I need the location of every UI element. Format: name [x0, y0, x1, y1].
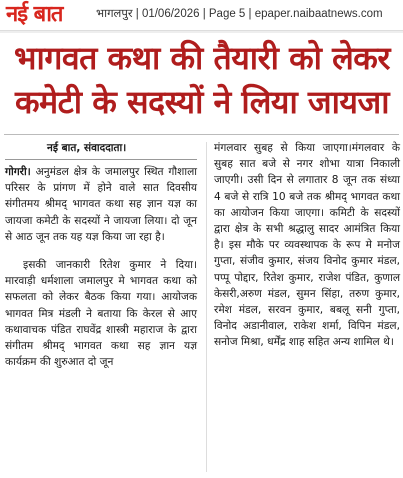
dateline-place: गोगरी।: [5, 166, 31, 178]
article-headline: [4, 36, 400, 124]
paragraph-1-text: अनुमंडल क्षेत्र के जमालपुर स्थित गौशाला परिसर के प्रांगण में होने वाले सात दिवसीय संगीतमय श्रीमद् भागवत कथा सह ज्ञान यज्ञ का जायजा कमेटी के सदस्यों ने जायजा लिया। दो जून से आठ जून तक यह यज्ञ किया जा रहा है।: [5, 166, 198, 243]
edition-dateline: भागलपुर | 01/06/2026 | Page 5 | epaper.naibaatnews.com: [96, 8, 383, 20]
article-paragraph-2: इसकी जानकारी रितेश कुमार ने दिया। मारवाड़ी धर्मशाला जमालपुर मे भागवत कथा को सफलता को लेकर बैठक किया गया। आयोजक भागवत मित्र मंडली ने बताया कि केरल से आए कथावाचक पंडित राघवेंद्र शास्त्री महाराज के द्वारा संगीतम श्रीमद् भागवत कथा सह ज्ञान यज्ञ कार्यक्रम की शुरुआत दो जून: [5, 259, 197, 369]
headline-line-1: भागवत कथा की तैयारी को लेकर: [14, 39, 390, 77]
article-byline: नई बात, संवाददाता।: [47, 142, 127, 154]
article-paragraph-1: [5, 164, 197, 245]
masthead-divider: [0, 31, 403, 33]
column-separator: [206, 142, 207, 472]
newspaper-logo[interactable]: नई बात: [6, 1, 63, 27]
masthead-bar: [0, 0, 403, 31]
article-column-left: [5, 140, 197, 382]
article-paragraph-3: मंगलवार सुबह से किया जाएगा।मंगलवार के सुबह सात बजे से नगर शोभा यात्रा निकाली जाएगी। उसी दिन से लगातार 8 जून तक संध्या 4 बजे से रात्रि 10 बजे तक श्रीमद् भागवत कथा का आयोजन किया जाएगा। कमिटी के सदस्यों द्वारा क्षेत्र के सभी श्रद्धालु सादर आमंत्रित किया है। इस मौके पर व्यवस्थापक के रूप मे मनोज गुप्ता, संजीव कुमार, संजय विनोद कुमार मंडल, पप्पू पोद्दार, रितेश कुमार, राजेश पंडित, कुणाल केसरी,अरुण मंडल, सुमन सिंहा, तरुण कुमार, रमेश मंडल, सरवन कुमार, बबलू सनी गुप्ता, विनोद अडानीवाल, राकेश शर्मा, विपिन मंडल, सनोज मिश्रा, धर्मेंद्र शाह सहित अन्य शामिल थे।: [214, 142, 400, 349]
article-column-right: [214, 140, 400, 363]
headline-line-2: कमेटी के सदस्यों ने लिया जायजा: [14, 83, 390, 121]
headline-rule: [4, 134, 399, 135]
byline-rule: [5, 159, 197, 160]
